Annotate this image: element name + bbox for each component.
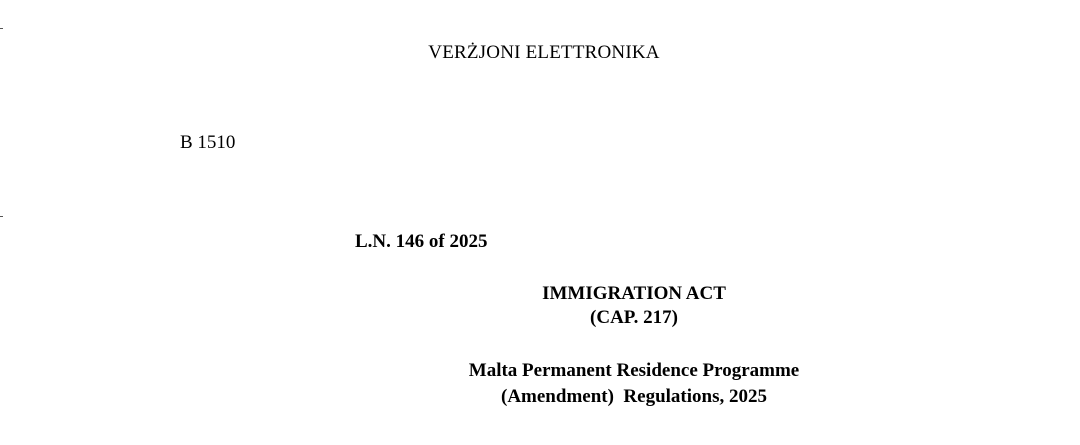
regulation-title-line-1: Malta Permanent Residence Programme [468, 360, 800, 381]
act-title-block [0, 282, 1080, 330]
legal-notice-number: L.N. 146 of 2025 [355, 231, 488, 252]
regulation-title-block [0, 358, 1080, 410]
margin-mark [0, 216, 3, 217]
page-number: B 1510 [180, 132, 236, 153]
margin-mark [0, 28, 3, 29]
regulation-title-line-2: (Amendment) Regulations, 2025 [501, 386, 767, 407]
act-title: IMMIGRATION ACT [542, 283, 726, 304]
act-chapter: (CAP. 217) [590, 307, 678, 328]
electronic-version-header: VERŻJONI ELETTRONIKA [428, 42, 660, 63]
